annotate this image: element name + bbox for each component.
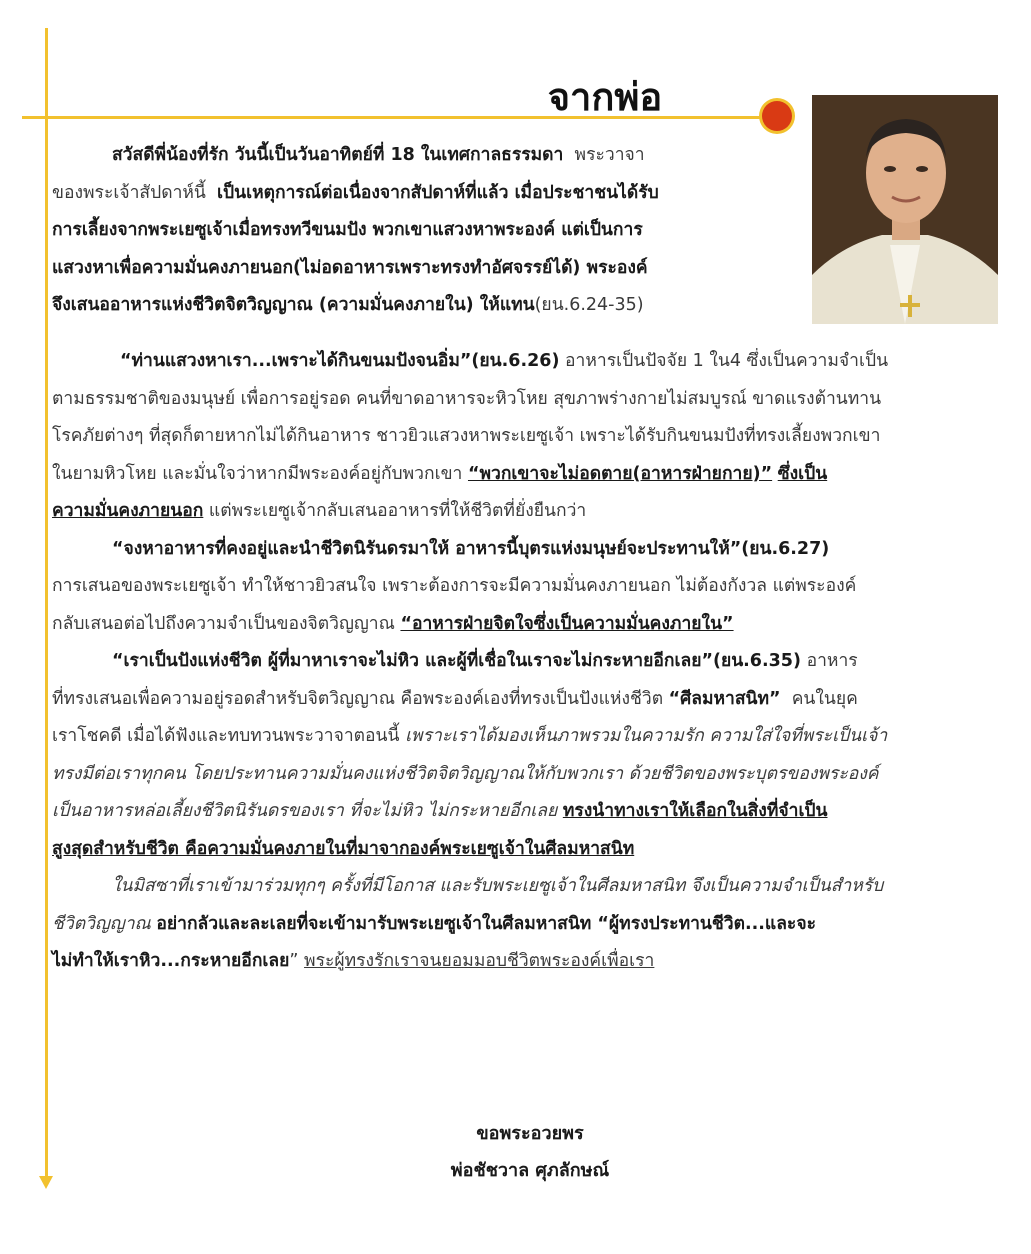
para5-line-3-bold: ไม่ทำให้เราหิว...กระหายอีกเลย bbox=[52, 951, 290, 971]
para4-line-1-rest: อาหาร bbox=[806, 651, 858, 671]
intro-paragraph bbox=[52, 137, 802, 325]
para3-line-3-plain: กลับเสนอต่อไปถึงความจำเป็นของจิตวิญญาณ bbox=[52, 613, 395, 634]
para3-line-3-underlined: “อาหารฝ่ายจิตใจซึ่งเป็นความมั่นคงภายใน” bbox=[400, 613, 734, 634]
para2-quote: “ท่านแสวงหาเรา...เพราะได้กินขนมปังจนอิ่ม”(ยน.6.26) bbox=[120, 351, 560, 371]
para2-line-3: โรคภัยต่างๆ ที่สุดก็ตายหากไม่ได้กินอาหาร ชาวยิวแสวงหาพระเยซูเจ้า เพราะได้รับกินขนมปังที่ทรงเลี้ยงพวกเขา bbox=[52, 426, 881, 446]
para4-line-3-plain: เราโชคดี เมื่อได้ฟังและทบทวนพระวาจาตอนนี้ bbox=[52, 726, 400, 746]
priest-portrait-icon bbox=[812, 95, 998, 324]
para3-line-2: การเสนอของพระเยซูเจ้า ทำให้ชาวยิวสนใจ เพราะต้องการจะมีความมั่นคงภายนอก ไม่ต้องกังวล แต่พระองค์ bbox=[52, 576, 857, 596]
para2-line-4-underlined: “พวกเขาจะไม่อดตาย(อาหารฝ่ายกาย)” bbox=[467, 463, 773, 484]
intro-line-1-rest: พระวาจา bbox=[574, 145, 645, 165]
intro-line-5-ref: (ยน.6.24-35) bbox=[534, 295, 644, 315]
page-title: จากพ่อ bbox=[547, 74, 663, 119]
para2-line-5-underlined: ความมั่นคงภายนอก bbox=[52, 501, 204, 521]
intro-line-2-plain: ของพระเจ้าสัปดาห์นี้ bbox=[52, 182, 206, 203]
para2-line-1-rest: อาหารเป็นปัจจัย 1 ใน4 ซึ่งเป็นความจำเป็น bbox=[565, 351, 889, 371]
arrow-down-icon bbox=[39, 1176, 53, 1189]
vertical-accent-line bbox=[45, 28, 48, 1178]
signature-name: พ่อชัชวาล ศุภลักษณ์ bbox=[450, 1160, 610, 1181]
para5-line-3-underlined: พระผู้ทรงรักเราจนยอมมอบชีวิตพระองค์เพื่อเรา bbox=[304, 951, 655, 971]
para4-line-2-bold: “ศีลมหาสนิท” bbox=[668, 688, 781, 709]
intro-line-4: แสวงหาเพื่อความมั่นคงภายนอก(ไม่อดอาหารเพราะทรงทำอัศจรรย์ได้) พระองค์ bbox=[52, 257, 648, 278]
para4-quote: “เราเป็นปังแห่งชีวิต ผู้ที่มาหาเราจะไม่หิว และผู้ที่เชื่อในเราจะไม่กระหายอีกเลย”(ยน.6.35) bbox=[112, 651, 801, 671]
intro-line-3: การเลี้ยงจากพระเยซูเจ้าเมื่อทรงทวีขนมปัง พวกเขาแสวงหาพระองค์ แต่เป็นการ bbox=[52, 220, 643, 240]
para2-line-5-rest: แต่พระเยซูเจ้ากลับเสนออาหารที่ให้ชีวิตที่ยั่งยืนกว่า bbox=[208, 501, 587, 521]
para4-line-4: ทรงมีต่อเราทุกคน โดยประทานความมั่นคงแห่งชีวิตจิตวิญญาณให้กับพวกเรา ด้วยชีวิตของพระบุตรของพระองค์ bbox=[52, 763, 879, 784]
para3-quote: “จงหาอาหารที่คงอยู่และนำชีวิตนิรันดรมาให้ อาหารนี้บุตรแห่งมนุษย์จะประทานให้” bbox=[112, 538, 742, 559]
para4-line-6-underlined: สูงสุดสำหรับชีวิต คือความมั่นคงภายในที่มาจากองค์พระเยซูเจ้าในศีลมหาสนิท bbox=[52, 838, 635, 859]
para4-line-2-plain: ที่ทรงเสนอเพื่อความอยู่รอดสำหรับจิตวิญญาณ คือพระองค์เองที่ทรงเป็นปังแห่งชีวิต bbox=[52, 688, 664, 709]
para2-line-4-tail: ซึ่งเป็น bbox=[777, 463, 828, 484]
blessing-text: ขอพระอวยพร bbox=[476, 1123, 584, 1144]
intro-line-5: จึงเสนออาหารแห่งชีวิตจิตวิญญาณ (ความมั่นคงภายใน) ให้แทน bbox=[52, 295, 535, 315]
para4-line-3-italic: เพราะเราได้มองเห็นภาพรวมในความรัก ความใส่ใจที่พระเป็นเจ้า bbox=[405, 726, 888, 746]
intro-line-1: สวัสดีพี่น้องที่รัก วันนี้เป็นวันอาทิตย์ที่ 18 ในเทศกาลธรรมดา bbox=[112, 145, 564, 165]
para3-ref: (ยน.6.27) bbox=[741, 538, 830, 559]
para2-line-4-plain: ในยามหิวโหย และมั่นใจว่าหากมีพระองค์อยู่กับพวกเขา bbox=[52, 463, 463, 484]
para5-line-2-italic: ชีวิตวิญญาณ bbox=[52, 913, 151, 934]
para5-line-1: ในมิสซาที่เราเข้ามาร่วมทุกๆ ครั้งที่มีโอกาส และรับพระเยซูเจ้าในศีลมหาสนิท จึงเป็นความจำเป็นสำหรับ bbox=[112, 876, 884, 896]
intro-line-2-bold: เป็นเหตุการณ์ต่อเนื่องจากสัปดาห์ที่แล้ว เมื่อประชาชนได้รับ bbox=[217, 182, 659, 203]
red-circle-icon bbox=[762, 101, 792, 131]
para4-line-2-tail: คนในยุค bbox=[791, 688, 858, 709]
para4-line-5-underlined: ทรงนำทางเราให้เลือกในสิ่งที่จำเป็น bbox=[562, 801, 828, 821]
body-text bbox=[52, 343, 997, 981]
para4-line-5-italic: เป็นอาหารหล่อเลี้ยงชีวิตนิรันดรของเรา ที่จะไม่หิว ไม่กระหายอีกเลย bbox=[52, 801, 558, 821]
para5-line-3-quote: ” bbox=[289, 951, 299, 971]
para2-line-2: ตามธรรมชาติของมนุษย์ เพื่อการอยู่รอด คนที่ขาดอาหารจะหิวโหย สุขภาพร่างกายไม่สมบูรณ์ ขาดแรงต้านทาน bbox=[52, 388, 882, 409]
para5-line-2-bold: อย่ากลัวและละเลยที่จะเข้ามารับพระเยซูเจ้าในศีลมหาสนิท “ผู้ทรงประทานชีวิต...และจะ bbox=[156, 913, 816, 934]
